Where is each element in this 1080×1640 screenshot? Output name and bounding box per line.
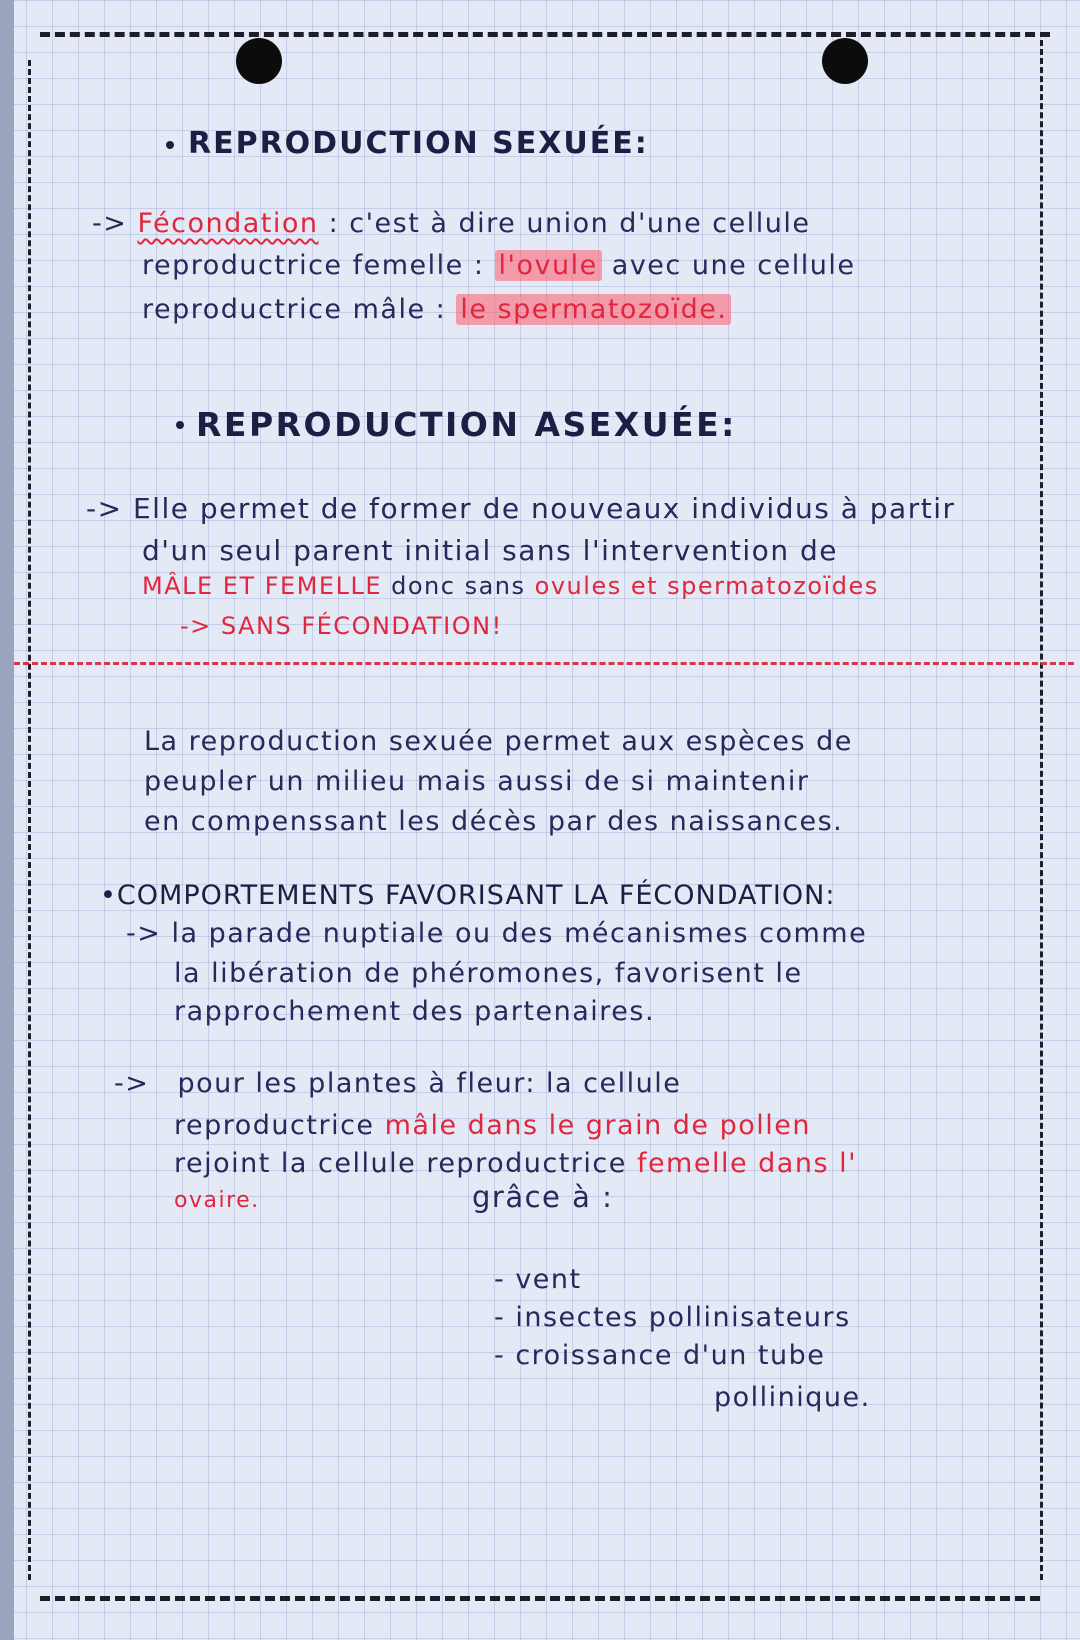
definition-text: avec une cellule [611,250,856,281]
heading-sexual-reproduction: REPRODUCTION SEXUÉE: [188,126,649,161]
definition-text: : c'est à dire union d'une cellule [328,208,811,239]
arrow-marker: -> [114,1068,150,1099]
plants-line-3 [174,1148,857,1179]
section-separator [14,662,1074,665]
behaviour-line-1 [126,918,867,949]
list-item-croissance: - croissance d'un tube [494,1340,826,1371]
heading-asexual-reproduction: REPRODUCTION ASEXUÉE: [196,405,737,444]
definition-line-2 [142,250,855,281]
paragraph-line-1: La reproduction sexuée permet aux espèces de [144,726,853,757]
asexual-line-4 [180,612,503,640]
asexual-line-2: d'un seul parent initial sans l'intervention de [142,534,838,567]
male-female-text: MÂLE ET FEMELLE [142,572,382,600]
plants-text: rejoint la cellule reproductrice [174,1148,627,1179]
plants-text: reproductrice [174,1110,375,1141]
ovary-text: femelle dans l' [636,1148,858,1179]
punch-hole-left [236,38,282,84]
punch-hole-right [822,38,868,84]
plants-text: pour les plantes à fleur: la cellule [177,1068,682,1099]
paragraph-line-3: en compenssant les décès par des naissances. [144,806,844,837]
arrow-marker: -> [180,612,212,640]
asexual-text: donc sans [391,572,526,600]
gametes-text: ovules et spermatozoïdes [534,572,879,600]
list-item-insectes: - insectes pollinisateurs [494,1302,851,1333]
asexual-text: Elle permet de former de nouveaux individus à partir [132,492,956,525]
bottom-dashed-border [40,1596,1040,1601]
definition-line-3 [142,294,731,325]
definition-text: reproductrice femelle : [142,250,485,281]
plants-line-2 [174,1110,811,1141]
pollen-text: mâle dans le grain de pollen [384,1110,812,1141]
asexual-line-3 [142,572,879,600]
term-fecondation: Fécondation [137,208,319,239]
behaviour-text: la parade nuptiale ou des mécanismes comme [171,918,868,949]
heading-behaviours: •COMPORTEMENTS FAVORISANT LA FÉCONDATION: [100,880,836,911]
sans-fecondation-text: SANS FÉCONDATION! [220,612,503,640]
definition-line-1 [92,208,810,239]
arrow-marker: -> [126,918,162,949]
plants-line-1 [114,1068,681,1099]
plants-line-4: ovaire. [174,1188,260,1213]
arrow-marker: -> [92,208,128,239]
bullet-dot [166,141,174,149]
list-item-text: croissance d'un tube [515,1340,826,1371]
definition-text: reproductrice mâle : [142,294,447,325]
top-dashed-border [40,32,1050,37]
list-item-text: vent [515,1264,582,1295]
paragraph-line-2: peupler un milieu mais aussi de si maintenir [144,766,810,797]
behaviour-line-2: la libération de phéromones, favorisent le [174,958,803,989]
asexual-line-1 [86,492,956,525]
behaviour-line-3: rapprochement des partenaires. [174,996,656,1027]
bullet-dot [176,421,184,429]
left-dashed-border [28,60,31,1580]
arrow-marker: -> [86,492,123,525]
list-item-vent: - vent [494,1264,582,1295]
list-item-continuation: pollinique. [714,1382,871,1413]
grace-a-label: grâce à : [472,1180,614,1214]
right-dashed-border [1040,40,1043,1580]
list-item-text: insectes pollinisateurs [515,1302,851,1333]
highlight-spermatozoide: le spermatozoïde. [456,294,731,325]
highlight-ovule: l'ovule [495,250,602,281]
page-edge-shadow [0,0,14,1640]
